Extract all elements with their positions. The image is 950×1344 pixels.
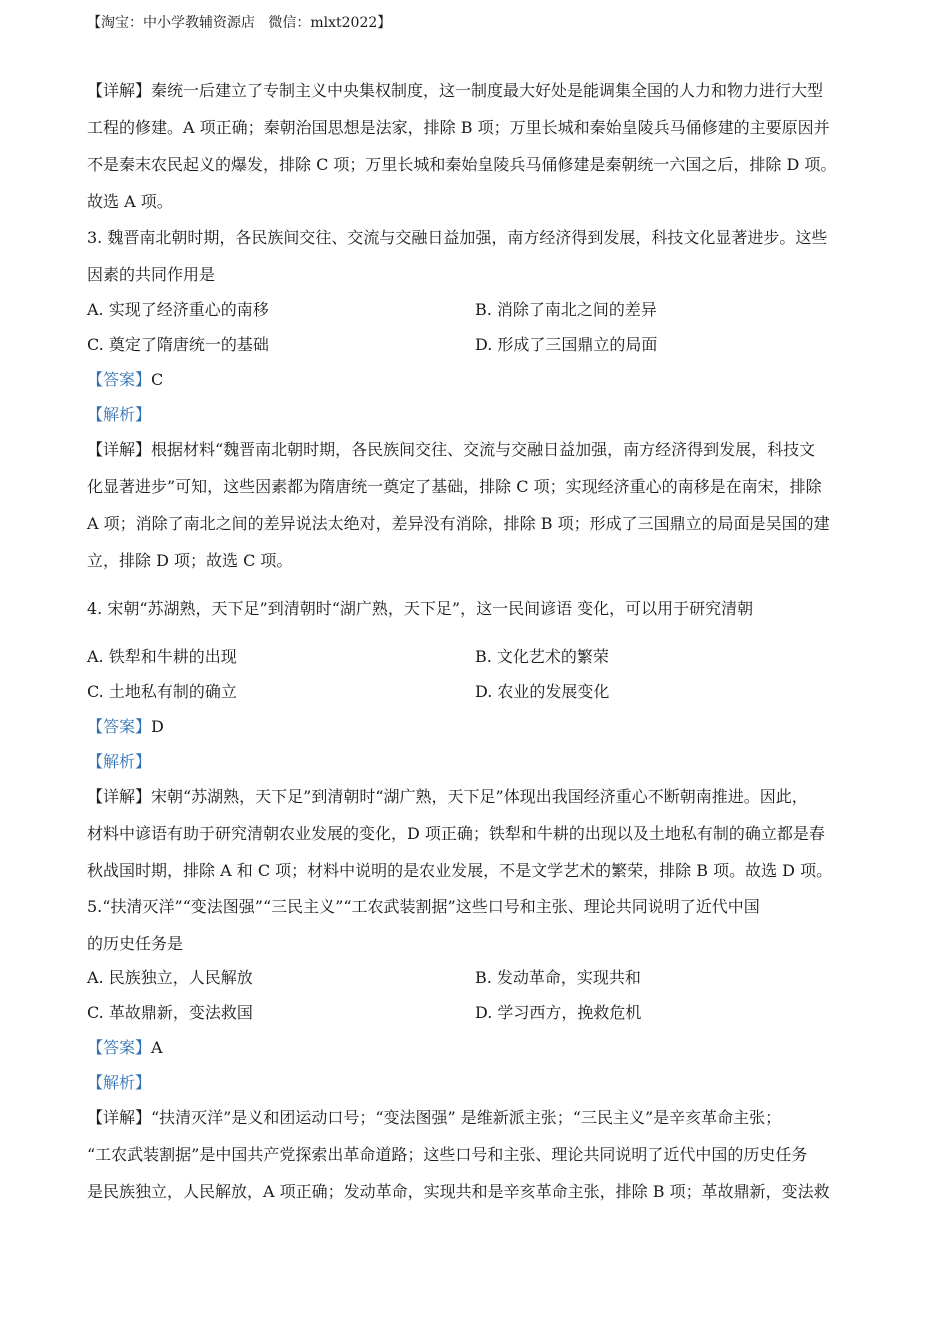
answer-value: C (151, 370, 164, 389)
q2-detail-line-3: 不是秦末农民起义的爆发，排除 C 项；万里长城和秦始皇陵兵马俑修建是秦朝统一六国之后，排除 D 项。 (87, 155, 837, 174)
answer-label: 【答案】 (87, 717, 152, 736)
q3-analysis-label: 【解析】 (87, 405, 152, 424)
q4-answer (87, 717, 164, 737)
q5-stem-line-2: 的历史任务是 (87, 934, 184, 953)
q5-detail-line-1: 【详解】“扶清灭洋”是义和团运动口号；“变法图强” 是维新派主张；“三民主义”是辛亥革命主张； (87, 1108, 782, 1127)
q5-analysis-label: 【解析】 (87, 1073, 152, 1092)
q3-detail-line-3: A 项；消除了南北之间的差异说法太绝对，差异没有消除，排除 B 项；形成了三国鼎立的局面是吴国的建 (87, 514, 830, 533)
q4-option-b: B. 文化艺术的繁荣 (475, 647, 609, 666)
q4-stem-line-1: 4. 宋朝“苏湖熟，天下足”到清朝时“湖广熟，天下足”，这一民间谚语 变化，可以用于研究清朝 (87, 599, 754, 618)
q3-stem-line-1: 3. 魏晋南北朝时期，各民族间交往、交流与交融日益加强，南方经济得到发展，科技文化显著进步。这些 (87, 228, 828, 247)
q5-option-c: C. 革故鼎新，变法救国 (87, 1003, 253, 1022)
q5-answer (87, 1038, 163, 1058)
q5-detail-line-3: 是民族独立，人民解放，A 项正确；发动革命，实现共和是辛亥革命主张，排除 B 项；革故鼎新，变法救 (87, 1182, 830, 1201)
q4-analysis-label: 【解析】 (87, 752, 152, 771)
q2-detail-line-2: 工程的修建。A 项正确；秦朝治国思想是法家，排除 B 项；万里长城和秦始皇陵兵马俑修建的主要原因并 (87, 118, 830, 137)
answer-label: 【答案】 (87, 370, 152, 389)
q3-answer (87, 370, 163, 390)
q3-option-d: D. 形成了三国鼎立的局面 (475, 335, 658, 354)
answer-value: A (151, 1038, 163, 1057)
q5-option-b: B. 发动革命，实现共和 (475, 968, 641, 987)
q5-option-d: D. 学习西方，挽救危机 (475, 1003, 642, 1022)
q3-stem-line-2: 因素的共同作用是 (87, 265, 216, 284)
q3-option-b: B. 消除了南北之间的差异 (475, 300, 657, 319)
q4-detail-line-2: 材料中谚语有助于研究清朝农业发展的变化，D 项正确；铁犁和牛耕的出现以及土地私有制的确立都是春 (87, 824, 825, 843)
q4-option-a: A. 铁犁和牛耕的出现 (87, 647, 237, 666)
q3-option-a: A. 实现了经济重心的南移 (87, 300, 269, 319)
q3-detail-line-2: 化显著进步”可知，这些因素都为隋唐统一奠定了基础，排除 C 项；实现经济重心的南移是在南宋，排除 (87, 477, 822, 496)
q5-detail-line-2: “工农武装割据”是中国共产党探索出革命道路；这些口号和主张、理论共同说明了近代中国的历史任务 (87, 1145, 808, 1164)
q5-option-a: A. 民族独立，人民解放 (87, 968, 253, 987)
page-header: 【淘宝：中小学教辅资源店 微信：mlxt2022】 (87, 15, 392, 31)
q4-option-c: C. 土地私有制的确立 (87, 682, 237, 701)
q5-stem-line-1: 5.“扶清灭洋”“变法图强”“三民主义”“工农武装割据”这些口号和主张、理论共同说明了近代中国 (87, 897, 760, 916)
q4-detail-line-3: 秋战国时期，排除 A 和 C 项；材料中说明的是农业发展，不是文学艺术的繁荣，排除 B 项。故选 D 项。 (87, 861, 833, 880)
q4-option-d: D. 农业的发展变化 (475, 682, 610, 701)
q3-option-c: C. 奠定了隋唐统一的基础 (87, 335, 269, 354)
answer-value: D (151, 717, 164, 736)
q4-detail-line-1: 【详解】宋朝“苏湖熟，天下足”到清朝时“湖广熟，天下足”体现出我国经济重心不断朝南推进。因此， (87, 787, 808, 806)
q3-detail-line-4: 立，排除 D 项；故选 C 项。 (87, 551, 293, 570)
answer-label: 【答案】 (87, 1038, 152, 1057)
q2-detail-line-4: 故选 A 项。 (87, 192, 173, 211)
q3-detail-line-1: 【详解】根据材料“魏晋南北朝时期，各民族间交往、交流与交融日益加强，南方经济得到发展，科技文 (87, 440, 816, 459)
q2-detail-line-1: 【详解】秦统一后建立了专制主义中央集权制度，这一制度最大好处是能调集全国的人力和物力进行大型 (87, 81, 824, 100)
